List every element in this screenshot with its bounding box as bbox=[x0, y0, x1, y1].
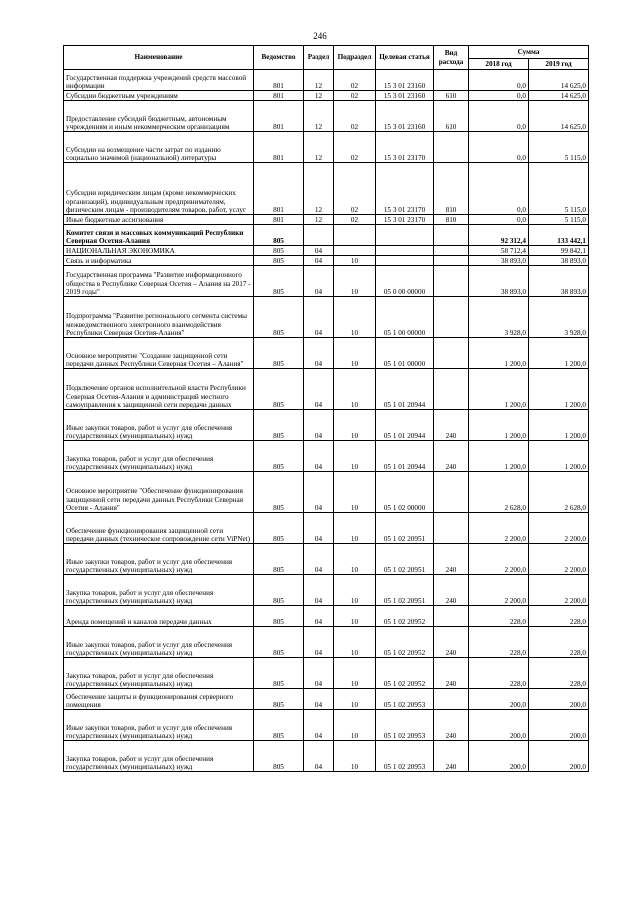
row-subsection: 10 bbox=[334, 627, 376, 658]
row-subsection: 02 bbox=[334, 70, 376, 91]
row-target: 15 3 01 23160 bbox=[376, 70, 434, 91]
row-2019: 5 115,0 bbox=[529, 215, 589, 225]
row-name: Субсидии на возмещение части затрат по изданию социально значимой (национальной) литературы bbox=[64, 132, 254, 163]
table-row bbox=[64, 91, 589, 101]
row-subsection: 10 bbox=[334, 575, 376, 606]
row-dept: 805 bbox=[254, 297, 304, 338]
row-2018: 0,0 bbox=[469, 91, 529, 101]
row-2018: 38 893,0 bbox=[469, 266, 529, 297]
header-2019: 2019 год bbox=[529, 59, 589, 70]
row-target: 05 1 02 00000 bbox=[376, 472, 434, 513]
table-row bbox=[64, 225, 589, 246]
row-subsection: 10 bbox=[334, 710, 376, 741]
row-target: 05 1 02 20953 bbox=[376, 710, 434, 741]
row-target: 05 1 00 00000 bbox=[376, 297, 434, 338]
row-name: Обеспечение защиты и функционирования серверного помещения bbox=[64, 689, 254, 710]
table-row bbox=[64, 338, 589, 369]
row-target: 05 1 01 20944 bbox=[376, 410, 434, 441]
row-dept: 801 bbox=[254, 163, 304, 215]
row-section: 12 bbox=[304, 163, 334, 215]
table-row bbox=[64, 472, 589, 513]
row-target: 05 1 01 00000 bbox=[376, 338, 434, 369]
row-dept: 805 bbox=[254, 741, 304, 772]
row-subsection: 10 bbox=[334, 441, 376, 472]
row-2018: 200,0 bbox=[469, 689, 529, 710]
row-exp-type: 240 bbox=[434, 710, 469, 741]
row-dept: 805 bbox=[254, 441, 304, 472]
row-section: 04 bbox=[304, 513, 334, 544]
row-name: Государственная поддержка учреждений средств массовой информации bbox=[64, 70, 254, 91]
row-exp-type bbox=[434, 338, 469, 369]
row-section: 04 bbox=[304, 472, 334, 513]
row-target: 05 1 02 20951 bbox=[376, 513, 434, 544]
row-exp-type bbox=[434, 225, 469, 246]
row-dept: 805 bbox=[254, 689, 304, 710]
table-row bbox=[64, 369, 589, 410]
row-exp-type bbox=[434, 266, 469, 297]
row-name: Иные закупки товаров, работ и услуг для обеспечения государственных (муниципальных) нужд bbox=[64, 544, 254, 575]
row-name: Иные закупки товаров, работ и услуг для обеспечения государственных (муниципальных) нужд bbox=[64, 710, 254, 741]
row-2018: 228,0 bbox=[469, 606, 529, 627]
row-exp-type: 240 bbox=[434, 441, 469, 472]
row-dept: 801 bbox=[254, 215, 304, 225]
row-target: 15 3 01 23160 bbox=[376, 101, 434, 132]
row-name: Субсидии бюджетным учреждениям bbox=[64, 91, 254, 101]
page-number: 246 bbox=[313, 31, 327, 41]
row-2018: 200,0 bbox=[469, 710, 529, 741]
row-exp-type bbox=[434, 513, 469, 544]
row-target bbox=[376, 225, 434, 246]
row-exp-type bbox=[434, 689, 469, 710]
row-2019: 228,0 bbox=[529, 627, 589, 658]
row-subsection: 02 bbox=[334, 163, 376, 215]
row-2019: 2 200,0 bbox=[529, 513, 589, 544]
row-dept: 805 bbox=[254, 266, 304, 297]
row-2019: 38 893,0 bbox=[529, 266, 589, 297]
row-name: Комитет связи и массовых коммуникаций Республики Северная Осетия-Алания bbox=[64, 225, 254, 246]
row-name: Подпрограмма "Развитие регионального сегмента системы межведомственного электронного взаимодействия Республики Северная Осетия-Алания" bbox=[64, 297, 254, 338]
row-section: 04 bbox=[304, 658, 334, 689]
row-2018: 2 200,0 bbox=[469, 513, 529, 544]
row-target bbox=[376, 256, 434, 266]
row-dept: 805 bbox=[254, 225, 304, 246]
row-subsection: 10 bbox=[334, 472, 376, 513]
header-2018: 2018 год bbox=[469, 59, 529, 70]
row-2019: 14 625,0 bbox=[529, 91, 589, 101]
row-2018: 1 200,0 bbox=[469, 369, 529, 410]
row-2019: 200,0 bbox=[529, 689, 589, 710]
row-2018: 228,0 bbox=[469, 627, 529, 658]
row-exp-type: 240 bbox=[434, 575, 469, 606]
row-exp-type: 810 bbox=[434, 163, 469, 215]
row-2019: 2 628,0 bbox=[529, 472, 589, 513]
row-section: 04 bbox=[304, 256, 334, 266]
row-section: 04 bbox=[304, 606, 334, 627]
row-exp-type: 610 bbox=[434, 91, 469, 101]
table-row bbox=[64, 544, 589, 575]
row-target: 15 3 01 23170 bbox=[376, 132, 434, 163]
row-dept: 801 bbox=[254, 70, 304, 91]
row-exp-type bbox=[434, 132, 469, 163]
row-2018: 200,0 bbox=[469, 741, 529, 772]
row-exp-type: 610 bbox=[434, 101, 469, 132]
row-dept: 801 bbox=[254, 101, 304, 132]
row-subsection: 10 bbox=[334, 256, 376, 266]
row-2018: 2 628,0 bbox=[469, 472, 529, 513]
row-name: НАЦИОНАЛЬНАЯ ЭКОНОМИКА bbox=[64, 246, 254, 256]
row-exp-type bbox=[434, 472, 469, 513]
row-2019: 5 115,0 bbox=[529, 132, 589, 163]
row-target: 05 1 01 20944 bbox=[376, 441, 434, 472]
row-target: 15 3 01 23160 bbox=[376, 91, 434, 101]
row-subsection: 10 bbox=[334, 410, 376, 441]
header-target: Целевая статья bbox=[376, 46, 434, 70]
row-target: 05 1 02 20953 bbox=[376, 741, 434, 772]
row-subsection: 10 bbox=[334, 606, 376, 627]
row-subsection: 02 bbox=[334, 132, 376, 163]
table-row bbox=[64, 132, 589, 163]
row-exp-type bbox=[434, 256, 469, 266]
table-row bbox=[64, 513, 589, 544]
row-target: 15 3 01 23170 bbox=[376, 163, 434, 215]
row-2018: 92 312,4 bbox=[469, 225, 529, 246]
row-name: Основное мероприятие "Создание защищенной сети передачи данных Республики Северная Осетия – Алания" bbox=[64, 338, 254, 369]
row-2018: 1 200,0 bbox=[469, 410, 529, 441]
row-2019: 14 625,0 bbox=[529, 101, 589, 132]
row-subsection: 10 bbox=[334, 658, 376, 689]
row-2018: 0,0 bbox=[469, 70, 529, 91]
row-exp-type bbox=[434, 369, 469, 410]
header-dept: Ведомство bbox=[254, 46, 304, 70]
table-row bbox=[64, 410, 589, 441]
row-section: 04 bbox=[304, 741, 334, 772]
row-section: 04 bbox=[304, 627, 334, 658]
row-name: Предоставление субсидий бюджетным, автономным учреждениям и иным некоммерческим организациям bbox=[64, 101, 254, 132]
row-2019: 2 200,0 bbox=[529, 544, 589, 575]
row-2018: 38 893,0 bbox=[469, 256, 529, 266]
budget-table bbox=[63, 45, 589, 772]
row-dept: 801 bbox=[254, 91, 304, 101]
row-subsection: 02 bbox=[334, 91, 376, 101]
table-row bbox=[64, 575, 589, 606]
row-subsection: 10 bbox=[334, 266, 376, 297]
row-subsection bbox=[334, 225, 376, 246]
row-target: 05 1 02 20952 bbox=[376, 658, 434, 689]
row-exp-type: 240 bbox=[434, 410, 469, 441]
row-section: 04 bbox=[304, 266, 334, 297]
row-2019: 200,0 bbox=[529, 710, 589, 741]
row-subsection: 10 bbox=[334, 513, 376, 544]
row-name: Обеспечение функционирования защищенной сети передачи данных (техническое сопровождение сети ViPNet) bbox=[64, 513, 254, 544]
row-2019: 38 893,0 bbox=[529, 256, 589, 266]
row-subsection: 10 bbox=[334, 338, 376, 369]
row-target: 15 3 01 23170 bbox=[376, 215, 434, 225]
row-dept: 801 bbox=[254, 132, 304, 163]
row-exp-type bbox=[434, 606, 469, 627]
row-section bbox=[304, 225, 334, 246]
row-subsection: 10 bbox=[334, 689, 376, 710]
row-name: Аренда помещений и каналов передачи данных bbox=[64, 606, 254, 627]
row-section: 04 bbox=[304, 410, 334, 441]
row-name: Иные бюджетные ассигнования bbox=[64, 215, 254, 225]
row-2018: 0,0 bbox=[469, 101, 529, 132]
table-row bbox=[64, 101, 589, 132]
row-2018: 0,0 bbox=[469, 215, 529, 225]
table-row bbox=[64, 266, 589, 297]
table-row bbox=[64, 70, 589, 91]
row-target bbox=[376, 246, 434, 256]
row-2019: 99 842,1 bbox=[529, 246, 589, 256]
header-subsection: Подраздел bbox=[334, 46, 376, 70]
row-name: Закупка товаров, работ и услуг для обеспечения государственных (муниципальных) нужд bbox=[64, 441, 254, 472]
row-name: Иные закупки товаров, работ и услуг для обеспечения государственных (муниципальных) нужд bbox=[64, 627, 254, 658]
row-name: Закупка товаров, работ и услуг для обеспечения государственных (муниципальных) нужд bbox=[64, 741, 254, 772]
row-name: Закупка товаров, работ и услуг для обеспечения государственных (муниципальных) нужд bbox=[64, 575, 254, 606]
row-name: Подключение органов исполнительной власти Республики Северная Осетия-Алания и администраций местного самоуправления к защищенной сети передачи данных bbox=[64, 369, 254, 410]
row-subsection: 10 bbox=[334, 741, 376, 772]
row-subsection: 02 bbox=[334, 215, 376, 225]
row-section: 04 bbox=[304, 338, 334, 369]
table-row bbox=[64, 689, 589, 710]
table-row bbox=[64, 163, 589, 215]
row-2019: 3 928,0 bbox=[529, 297, 589, 338]
row-name: Связь и информатика bbox=[64, 256, 254, 266]
row-subsection: 10 bbox=[334, 297, 376, 338]
row-dept: 805 bbox=[254, 606, 304, 627]
row-2018: 58 712,4 bbox=[469, 246, 529, 256]
row-2018: 3 928,0 bbox=[469, 297, 529, 338]
row-target: 05 1 02 20952 bbox=[376, 627, 434, 658]
row-2018: 1 200,0 bbox=[469, 441, 529, 472]
row-exp-type: 810 bbox=[434, 215, 469, 225]
row-section: 04 bbox=[304, 441, 334, 472]
row-subsection bbox=[334, 246, 376, 256]
row-target: 05 1 02 20953 bbox=[376, 689, 434, 710]
row-subsection: 10 bbox=[334, 544, 376, 575]
table-row bbox=[64, 246, 589, 256]
row-name: Субсидии юридическим лицам (кроме некоммерческих организаций), индивидуальным предпринимателям, физическим лицам - производителям товаров, работ, услуг bbox=[64, 163, 254, 215]
row-2019: 133 442,1 bbox=[529, 225, 589, 246]
row-section: 04 bbox=[304, 246, 334, 256]
row-section: 04 bbox=[304, 710, 334, 741]
row-exp-type: 240 bbox=[434, 658, 469, 689]
row-dept: 805 bbox=[254, 338, 304, 369]
row-exp-type bbox=[434, 70, 469, 91]
row-exp-type bbox=[434, 246, 469, 256]
row-dept: 805 bbox=[254, 710, 304, 741]
row-section: 04 bbox=[304, 297, 334, 338]
row-2018: 1 200,0 bbox=[469, 338, 529, 369]
row-section: 04 bbox=[304, 689, 334, 710]
row-section: 12 bbox=[304, 101, 334, 132]
row-2019: 200,0 bbox=[529, 741, 589, 772]
row-exp-type: 240 bbox=[434, 741, 469, 772]
table-row bbox=[64, 297, 589, 338]
row-dept: 805 bbox=[254, 575, 304, 606]
row-2019: 228,0 bbox=[529, 606, 589, 627]
row-section: 12 bbox=[304, 70, 334, 91]
header-section: Раздел bbox=[304, 46, 334, 70]
table-row bbox=[64, 710, 589, 741]
row-dept: 805 bbox=[254, 658, 304, 689]
row-exp-type: 240 bbox=[434, 544, 469, 575]
row-name: Государственная программа "Развитие информационного общества в Республике Северная Осетия – Алания на 2017 - 2019 годы" bbox=[64, 266, 254, 297]
table-row bbox=[64, 215, 589, 225]
table-body bbox=[64, 70, 589, 772]
row-target: 05 1 01 20944 bbox=[376, 369, 434, 410]
table-row bbox=[64, 256, 589, 266]
row-dept: 805 bbox=[254, 410, 304, 441]
header-exp-type: Вид расхода bbox=[434, 46, 469, 70]
row-dept: 805 bbox=[254, 246, 304, 256]
row-name: Иные закупки товаров, работ и услуг для обеспечения государственных (муниципальных) нужд bbox=[64, 410, 254, 441]
row-2019: 1 200,0 bbox=[529, 410, 589, 441]
row-2018: 0,0 bbox=[469, 163, 529, 215]
row-2019: 1 200,0 bbox=[529, 338, 589, 369]
row-2019: 1 200,0 bbox=[529, 441, 589, 472]
header-sum: Сумма bbox=[469, 46, 589, 59]
table-row bbox=[64, 658, 589, 689]
row-target: 05 0 00 00000 bbox=[376, 266, 434, 297]
row-subsection: 02 bbox=[334, 101, 376, 132]
row-section: 12 bbox=[304, 215, 334, 225]
row-dept: 805 bbox=[254, 369, 304, 410]
row-section: 04 bbox=[304, 369, 334, 410]
row-2019: 14 625,0 bbox=[529, 70, 589, 91]
table-row bbox=[64, 741, 589, 772]
row-target: 05 1 02 20951 bbox=[376, 544, 434, 575]
row-2018: 0,0 bbox=[469, 132, 529, 163]
row-name: Основное мероприятие "Обеспечение функционирования защищенной сети передачи данных Республики Северная Осетия - Алания" bbox=[64, 472, 254, 513]
header-name: Наименование bbox=[64, 46, 254, 70]
row-exp-type bbox=[434, 297, 469, 338]
row-2019: 5 115,0 bbox=[529, 163, 589, 215]
row-name: Закупка товаров, работ и услуг для обеспечения государственных (муниципальных) нужд bbox=[64, 658, 254, 689]
row-dept: 805 bbox=[254, 544, 304, 575]
row-2019: 228,0 bbox=[529, 658, 589, 689]
row-2018: 2 200,0 bbox=[469, 575, 529, 606]
row-dept: 805 bbox=[254, 627, 304, 658]
row-2018: 228,0 bbox=[469, 658, 529, 689]
row-target: 05 1 02 20952 bbox=[376, 606, 434, 627]
row-subsection: 10 bbox=[334, 369, 376, 410]
table-row bbox=[64, 627, 589, 658]
row-dept: 805 bbox=[254, 513, 304, 544]
row-section: 04 bbox=[304, 544, 334, 575]
row-2018: 2 200,0 bbox=[469, 544, 529, 575]
row-section: 04 bbox=[304, 575, 334, 606]
row-exp-type: 240 bbox=[434, 627, 469, 658]
table-row bbox=[64, 441, 589, 472]
row-section: 12 bbox=[304, 91, 334, 101]
row-section: 12 bbox=[304, 132, 334, 163]
row-2019: 2 200,0 bbox=[529, 575, 589, 606]
row-2019: 1 200,0 bbox=[529, 369, 589, 410]
table-row bbox=[64, 606, 589, 627]
row-target: 05 1 02 20951 bbox=[376, 575, 434, 606]
row-dept: 805 bbox=[254, 256, 304, 266]
row-dept: 805 bbox=[254, 472, 304, 513]
